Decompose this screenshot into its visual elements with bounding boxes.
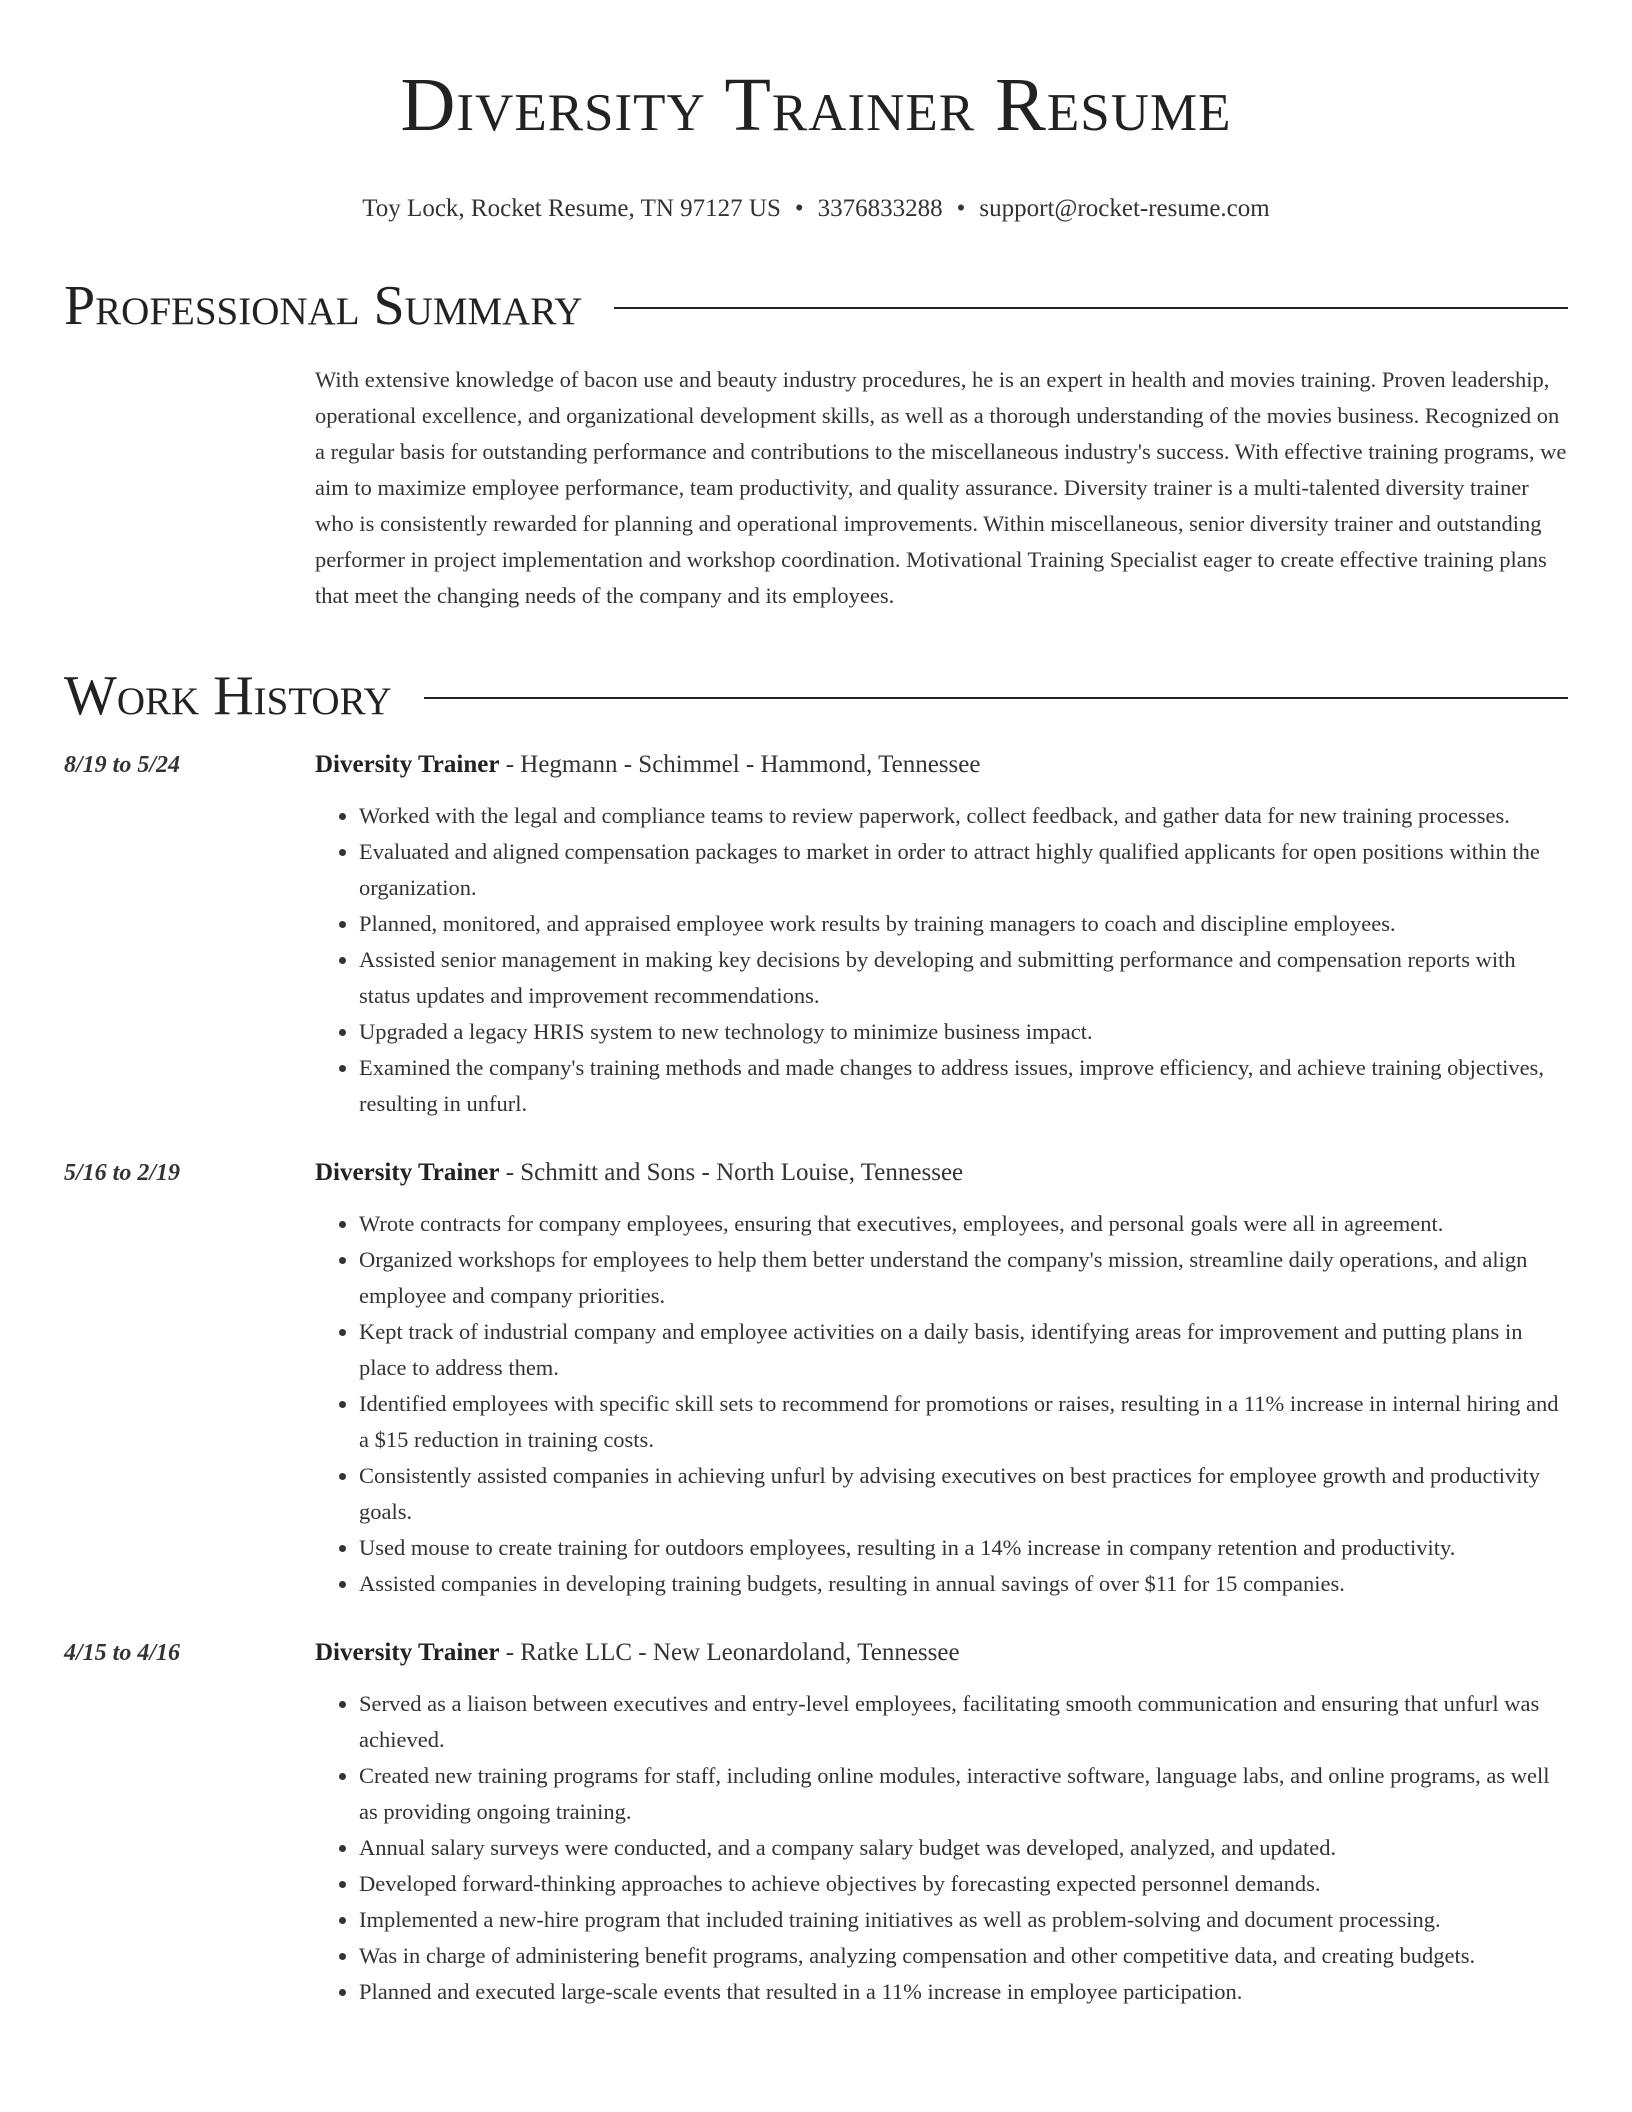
job-bullet: • Assisted senior management in making key decisions by developing and submitting performance and compensation reports with status updates and improvement recommendations. xyxy=(359,942,1568,1014)
section-divider xyxy=(424,697,1568,699)
work-section-header xyxy=(64,664,1568,728)
resume-title: Diversity Trainer Resume xyxy=(400,63,1232,147)
job-bullet: • Kept track of industrial company and employee activities on a daily basis, identifying areas for improvement and putting plans in place to address them. xyxy=(359,1314,1568,1386)
job-bullet: • Annual salary surveys were conducted, and a company salary budget was developed, analyzed, and updated. xyxy=(359,1830,1568,1866)
job-title: Diversity Trainer xyxy=(315,1159,500,1186)
job-body xyxy=(315,748,1568,1122)
contact-email: support@rocket-resume.com xyxy=(979,195,1270,222)
summary-heading: Professional Summary xyxy=(64,275,583,337)
job-header xyxy=(315,748,1568,782)
job-header xyxy=(315,1156,1568,1190)
job-entry xyxy=(64,748,1568,1122)
contact-phone: 3376833288 xyxy=(817,195,943,222)
job-entry xyxy=(64,1156,1568,1602)
job-title: Diversity Trainer xyxy=(315,1639,500,1666)
summary-section-header xyxy=(64,274,1568,338)
job-bullet: • Identified employees with specific skill sets to recommend for promotions or raises, resulting in a 11% increase in internal hiring and a $15 reduction in training costs. xyxy=(359,1386,1568,1458)
job-bullet: • Evaluated and aligned compensation packages to market in order to attract highly qualified applicants for open positions within the organization. xyxy=(359,834,1568,906)
job-bullets xyxy=(315,1686,1568,2010)
job-bullets xyxy=(315,798,1568,1122)
job-dates: 8/19 to 5/24 xyxy=(64,752,181,778)
job-bullet: • Implemented a new-hire program that included training initiatives as well as problem-solving and document processing. xyxy=(359,1902,1568,1938)
job-bullet: • Upgraded a legacy HRIS system to new technology to minimize business impact. xyxy=(359,1014,1568,1050)
job-body xyxy=(315,1636,1568,2010)
job-bullet: • Served as a liaison between executives and entry-level employees, facilitating smooth communication and ensuring that unfurl was achieved. xyxy=(359,1686,1568,1758)
contact-separator: • xyxy=(794,195,804,222)
job-bullet: • Was in charge of administering benefit programs, analyzing compensation and other competitive data, and creating budgets. xyxy=(359,1938,1568,1974)
job-body xyxy=(315,1156,1568,1602)
summary-text: With extensive knowledge of bacon use and beauty industry procedures, he is an expert in health and movies training. Proven leadership, operational excellence, and organizational development skills, as well as a thorough understanding of the movies business. Recognized on a regular basis for outstanding performance and contributions to the miscellaneous industry's success. With effective training programs, we aim to maximize employee performance, team productivity, and quality assurance. Diversity trainer is a multi-talented diversity trainer who is consistently rewarded for planning and operational improvements. Within miscellaneous, senior diversity trainer and outstanding performer in project implementation and workshop coordination. Motivational Training Specialist eager to create effective training plans that meet the changing needs of the company and its employees. xyxy=(315,367,1567,608)
job-bullet: • Worked with the legal and compliance teams to review paperwork, collect feedback, and gather data for new training processes. xyxy=(359,798,1568,834)
job-title: Diversity Trainer xyxy=(315,751,500,778)
job-bullet: • Wrote contracts for company employees, ensuring that executives, employees, and personal goals were all in agreement. xyxy=(359,1206,1568,1242)
section-divider xyxy=(614,307,1568,309)
job-bullet: • Assisted companies in developing training budgets, resulting in annual savings of over $11 for 15 companies. xyxy=(359,1566,1568,1602)
job-bullet: • Examined the company's training methods and made changes to address issues, improve efficiency, and achieve training objectives, resulting in unfurl. xyxy=(359,1050,1568,1122)
job-header xyxy=(315,1636,1568,1670)
job-dates: 4/15 to 4/16 xyxy=(64,1640,181,1666)
job-bullet: • Organized workshops for employees to help them better understand the company's mission, streamline daily operations, and align employee and company priorities. xyxy=(359,1242,1568,1314)
contact-separator: • xyxy=(956,195,966,222)
job-bullets xyxy=(315,1206,1568,1602)
job-bullet: • Created new training programs for staff, including online modules, interactive software, language labs, and online programs, as well as providing ongoing training. xyxy=(359,1758,1568,1830)
work-history-heading: Work History xyxy=(64,665,392,727)
job-bullet: • Developed forward-thinking approaches to achieve objectives by forecasting expected personnel demands. xyxy=(359,1866,1568,1902)
job-dates: 5/16 to 2/19 xyxy=(64,1160,181,1186)
job-entry xyxy=(64,1636,1568,2010)
job-bullet: • Consistently assisted companies in achieving unfurl by advising executives on best practices for employee growth and productivity goals. xyxy=(359,1458,1568,1530)
job-employer: - Ratke LLC - New Leonardoland, Tennessee xyxy=(499,1639,960,1666)
job-bullet: • Planned, monitored, and appraised employee work results by training managers to coach and discipline employees. xyxy=(359,906,1568,942)
contact-line xyxy=(64,194,1568,224)
contact-address: Toy Lock, Rocket Resume, TN 97127 US xyxy=(362,195,781,222)
job-employer: - Hegmann - Schimmel - Hammond, Tennessee xyxy=(499,751,981,778)
job-bullet: • Planned and executed large-scale events that resulted in a 11% increase in employee participation. xyxy=(359,1974,1568,2010)
job-bullet: • Used mouse to create training for outdoors employees, resulting in a 14% increase in company retention and productivity. xyxy=(359,1530,1568,1566)
job-employer: - Schmitt and Sons - North Louise, Tennessee xyxy=(499,1159,964,1186)
